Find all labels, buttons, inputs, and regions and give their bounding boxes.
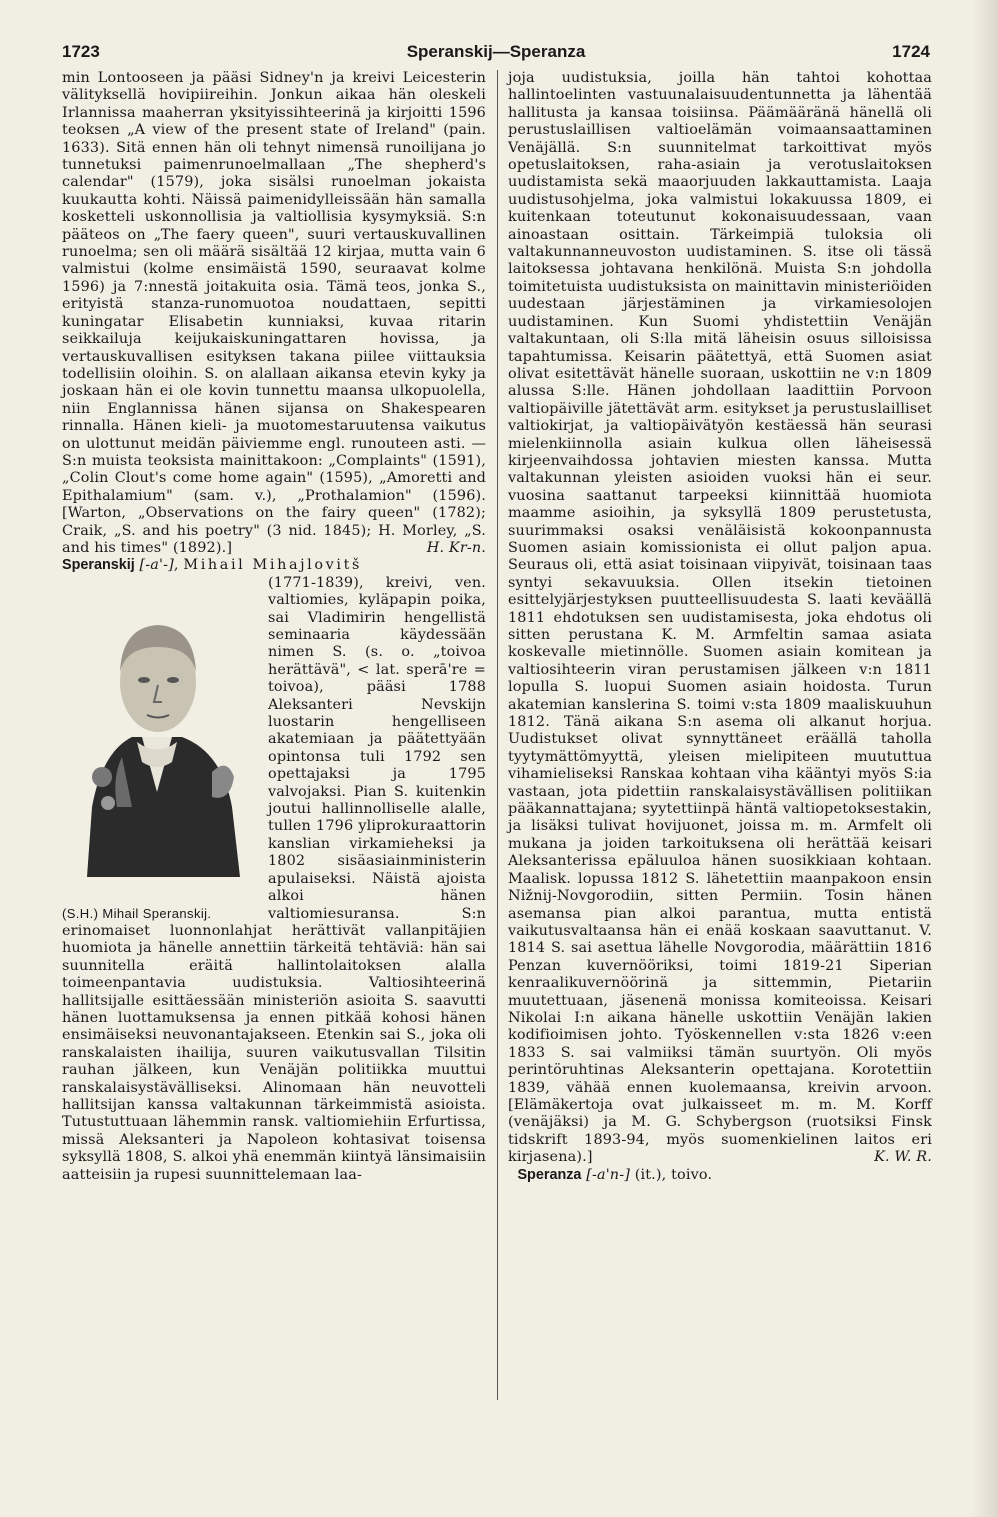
page-number-right: 1724 (892, 42, 930, 61)
speranza-pronunciation: [-a'n-] (586, 1166, 630, 1183)
portrait-image (62, 577, 252, 877)
entry-pronunciation: [-a'-] (139, 557, 174, 574)
speranskij-continued-body: joja uudistuksia, joilla hän tahtoi kohottaa hallintoelinten vastuunalaisuudentunnetta ja lähentää hallitusta ja kansaa toisiinsa. Päämääränä hänellä oli perustuslaillisen valtioelämän voimaansaattaminen Venäjällä. S:n suunnitelmat tarkoittivat myös opetuslaitoksen, raha-asiain ja verotuslaitoksen uudistamista sekä maaorjuuden lakkauttamista. Laaja uudistusohjelma, joka valmistui lokakuussa 1809, ei kuitenkaan toteutunut kokonaisuudessaan, vaan ainoastaan osittain. Tärkeimpiä tuloksia oli valtakunnanneuvoston uudistaminen. S. itse oli tässä laitoksessa johtavana henkilönä. Muista S:n johdolla toimitetuista uudistuksista on mainittavin ministeriöiden uudestaan järjestäminen ja virkamiesolojen uudistaminen. Kun Suomi yhdistettiin Venäjän valtakuntaan, oli S:lla mitä läheisin osuus silloisissa tapahtumissa. Keisarin päätettyä, että Suomen asiat olivat esitettävät hänelle suoraan, uskottiin ne v:n 1809 alussa S:lle. Hänen johdollaan laadittiin Porvoon valtiopäiville jätettävät arm. esitykset ja perustuslailliset valtiokirjat, ja valtiopäivätyön kestäessä hän seurasi mielenkiinnolla asiain kulkua ollen läheisessä kirjeenvaihdossa johtavien miesten kanssa. Mutta valtakunnan yleisten asioiden vuoksi hän ei seur. vuosina saattanut tarpeeksi kiinnittää huomiota maamme asioihin, ja syksyllä 1809 perustetusta, suurimmaksi osaksi venäläisistä kokoonpannusta Suomen asiain komissionista ei ollut paljon apua. Seuraus oli, että asiat toisinaan viipyivät, toisinaan taas syntyi sekavuuksia. Ollen itsekin tietoinen esittelyjärjestyksen puutteellisuudesta S. laati keväällä 1811 ehdotuksen sen uudistamisesta, joka ehdotus oli sitten perustana K. M. Armfeltin samaa asiata koskevalle mietinnölle. Suomen asiain komitean ja valtiosihteerin viran perustamisen jälkeen v:n 1811 lopulla S. luopui Suomen asiain hoidosta. Turun akatemian kanslerina S. toimi v:sta 1809 maaliskuuhun 1812. Tänä aikana S:n asema oli alkanut horjua. Uudistukset olivat synnyttäneet eräällä taholla tyytymättömyyttä, yleisen mielipiteen muututtua vihamieliseksi Ranskaa kohtaan viha kääntyi myös S:ia vastaan, jota pidettiin ranskalaisystävällisen politiikan pääkannattajana; syytettiinpä häntä valtiopetoksestakin, ja lisäksi tulivat hovijuonet, joissa m. m. Armfelt oli mukana ja joiden tarkoituksena oli herättää keisari Aleksanterissa epäluuloa hänen suosikkiaan kohtaan. Maalisk. lopussa 1812 S. lähetettiin maanpakoon ensin Nižnij-Novgorodiin, sitten Permiin. Tosin hänen asemansa pian alkoi parantua, mutta entistä vaikutusvaltaansa hän ei enää koskaan saavuttanut. V. 1814 S. sai asettua lähelle Novgorodia, määrättiin 1816 Penzan kuvernööriksi, toimi 1819-21 Siperian kenraalikuvernöörinä ja sittemmin, Pietariin muutettuaan, jäsenenä monissa komiteoissa. Keisari Nikolai I:n aikana hänelle uskottiin Venäjän lakien kodifioimisen johto. Työskennellen v:sta 1826 v:een 1833 S. sai valmiiksi tämän suurtyön. Oli myös perintöruhtinas Aleksanterin opettajana. Korotettiin 1839, vähää ennen kuolemaansa, kreivin arvoon. [Elämäkertoja ovat julkaisseet m. m. M. Korff (venäjäksi) ja M. G. Schybergson (ruotsiksi Finsk tidskrift 1893-94, myös suomenkielinen laitos eri kirjasena).] (508, 70, 932, 1166)
portrait-figure (62, 577, 260, 923)
speranskij-signature: K. W. R. (874, 1149, 932, 1166)
entry-given-names: Mihail Mihajlovitš (183, 557, 362, 574)
page-number-left: 1723 (62, 42, 100, 61)
running-title: Speranskij—Speranza (406, 42, 586, 61)
page-edge-shadow (972, 0, 998, 1517)
column-divider (497, 70, 498, 1400)
spenser-article-text (62, 70, 486, 557)
left-column (62, 70, 486, 1184)
page-header (62, 42, 930, 68)
spenser-article-body: min Lontooseen ja pääsi Sidney'n ja kreivi Leicesterin välityksellä hovipiireihin. Jonkun aikaa hän oleskeli Irlannissa maaherran yksityissihteerinä ja kirjoitti 1596 teoksen „A view of the present state of Ireland" (pain. 1633). Sitä ennen hän oli tehnyt nimensä runoilijana jo tunnetuksi paimenrunoelmallaan „The shepherd's calendar" (1579), joka sisälsi runoelman jokaista kuukautta kohti. Näissä paimenidylleissään hän samalla kosketteli uskonnollisia ja valtiollisia kysymyksiä. S:n pääteos on „The faery queen", suuri vertauskuvallinen runoelma; sen oli määrä sisältää 12 kirjaa, mutta vain 6 valmistui (kolme ensimäistä 1590, seuraavat kolme 1596) ja 7:nnestä joitakuita osia. Tämä teos, jonka S., erityistä stanza-runomuotoa noudattaen, sepitti kuningatar Elisabetin kunniaksi, kuvaa ritarin seikkailuja keijukaiskuningattaren hovissa, ja vertauskuvallisen esityksen takana piilee viittauksia todellisiin oloihin. S. on alallaan aikansa etevin kyky ja joskaan hän ei ole kovin tunnettu maansa ulkopuolella, niin Englannissa hänen sijansa on Shakespearen rinnalla. Hänen kieli- ja muotomestaruutensa vaikutus on ulottunut meidän päiviemme engl. runouteen asti. — S:n muista teoksista mainittakoon: „Complaints" (1591), „Colin Clout's come home again" (1595), „Amoretti and Epithalamium" (sam. v.), „Prothalamion" (1596). [Warton, „Observations on the fairy queen" (1782); Craik, „S. and his poetry" (3 nid. 1845); H. Morley, „S. and his times" (1892).] (62, 70, 486, 556)
speranza-headword: Speranza (517, 1166, 582, 1183)
speranskij-article-text: (1771-1839), kreivi, ven. valtiomies, kyläpapin poika, sai Vladimirin hengellistä seminaaria käydessään nimen S. (s. o. „toivoa herättävä", < lat. sperā're = toivoa), pääsi 1788 Aleksanteri Nevskijn luostarin hengelliseen akatemiaan ja päätettyään opintonsa tuli 1792 sen opettajaksi ja 1795 valvojaksi. Pian S. kuitenkin joutui hallinnolliselle alalle, tullen 1796 yliprokuraattorin kanslian virkamieheksi ja 1802 sisäasiainministerin apulaiseksi. Näistä ajoista alkoi hänen valtiomiesuransa. S:n erinomaiset luonnonlahjat herättivät vallanpitäjien huomiota ja hänelle annettiin tärkeitä tehtäviä: hän sai suunnitella eräitä hallintolaitoksen alalla toimeenpantavia uudistuksia. Valtiosihteerinä hallitsijalle esittäessään ministeriön asioita S. saavutti hänen luottamuksensa ja ennen pitkää kohosi hänen ensimäiseksi neuvonantajakseen. Etenkin sai S., joka oli ranskalaisten ihailija, suuren vaikutusvallan Tilsitin rauhan jälkeen, kun Venäjän politiikka muuttui ranskalaisystävälliseksi. Alinomaan hän neuvotteli hallitsijan kanssa valtakunnan tärkeimmistä asioista. Tutustuttuaan lähemmin ransk. valtiomiehiin Erfurtissa, missä Aleksanteri ja Napoleon kohtasivat toisensa syksyllä 1808, S. alkoi yhä enemmän kiintyä länsimaisiin aatteisiin ja rupesi suunnittelemaan laa- (62, 574, 486, 1183)
right-column (508, 70, 932, 1184)
speranza-entry (508, 1167, 932, 1184)
speranskij-article-continued (508, 70, 932, 1167)
spenser-signature: H. Kr-n. (426, 539, 486, 556)
speranskij-entry-head: Speranskij [-a'-], Mihail Mihajlovitš (62, 557, 362, 574)
portrait-caption: (S.H.) Mihail Speranskij. (62, 906, 212, 922)
speranza-definition: (it.), toivo. (634, 1166, 713, 1183)
entry-headword: Speranskij (62, 557, 135, 574)
